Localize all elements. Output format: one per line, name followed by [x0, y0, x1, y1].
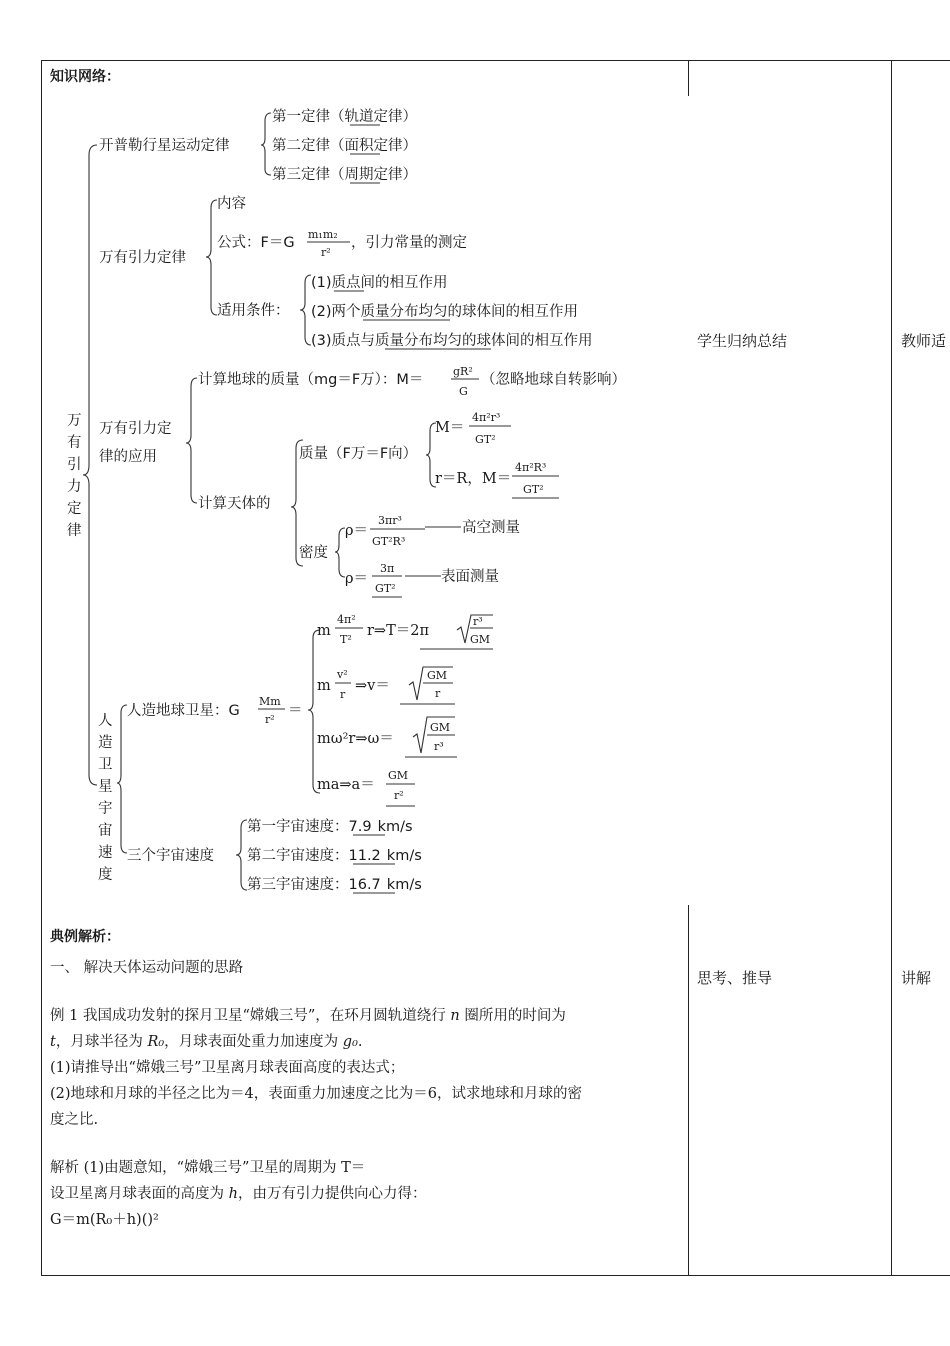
- earth-mass-text: 计算地球的质量（mg＝F万）：M＝: [198, 372, 424, 388]
- kepler-law-1: [272, 107, 417, 125]
- section-heading: 一、 解决天体运动问题的思路: [50, 960, 244, 976]
- diagram-text-part: (1): [311, 275, 332, 291]
- diagram-text-part: 7.9: [348, 819, 372, 835]
- application-title-1: 万有引力定: [99, 421, 172, 437]
- kepler-law-2: [272, 137, 417, 154]
- satellite-g-den: r²: [265, 713, 275, 726]
- diagram-text-part: km/s: [386, 877, 422, 893]
- satellite-g-num: Mm: [259, 695, 281, 708]
- table-col-divider-1b: [688, 905, 689, 1276]
- satellite-char: 速: [98, 845, 113, 861]
- mass-formula-2-num: 4π²R³: [515, 461, 547, 474]
- sat-formula-2-rden: r: [435, 687, 441, 700]
- gravitation-formula-num: m₁m₂: [308, 228, 338, 241]
- satellite-brace: [117, 705, 127, 853]
- mass-formula-1: M＝: [435, 420, 465, 436]
- gravitation-brace: [206, 200, 217, 315]
- density-formula-1: ρ＝: [345, 523, 369, 539]
- earth-mass-den: G: [459, 385, 468, 398]
- root-char: 定: [67, 501, 82, 517]
- satellite-char: 星: [98, 779, 113, 795]
- satellite-char: 人: [98, 713, 113, 729]
- diagram-text-part: 的球体间的相互作用: [447, 304, 579, 320]
- table-bottom-border: [41, 1275, 950, 1276]
- sat-formula-2-rnum: GM: [427, 669, 448, 682]
- gravitation-formula-den: r²: [321, 246, 331, 259]
- sat-formula-3-rnum: GM: [430, 721, 451, 734]
- satellite-label: 人造地球卫星：G: [127, 703, 240, 719]
- mass-formula-1-num: 4π²r³: [472, 411, 501, 424]
- cosmic-title: 三个宇宙速度: [127, 848, 214, 864]
- example-line-2: t，月球半径为 R₀，月球表面处重力加速度为 g₀.: [50, 1034, 363, 1050]
- mass-formula-2-den: GT²: [523, 483, 544, 496]
- diagram-text-part: 第一宇宙速度：: [247, 819, 349, 835]
- think-derive-note: 思考、推导: [697, 969, 773, 987]
- cosmic-v1: [247, 817, 413, 835]
- diagram-text-part: 11.2: [348, 848, 381, 864]
- cond-2: [311, 303, 578, 320]
- density-formula-2-tail: 表面测量: [441, 569, 499, 585]
- sat-formula-1-den: T²: [340, 633, 352, 646]
- question-1: (1)请推导出“嫦娥三号”卫星离月球表面高度的表达式；: [50, 1060, 405, 1076]
- sat-formula-3-a: mω²r⇒ω＝: [317, 731, 394, 747]
- diagram-text-part: 轨道: [344, 109, 374, 125]
- sat-formula-1-rden: GM: [470, 633, 491, 646]
- earth-mass-tail: （忽略地球自转影响）: [481, 372, 626, 388]
- sat-formula-2-den: r: [340, 688, 346, 701]
- gravitation-formula-tail: ，引力常量的测定: [351, 235, 467, 251]
- sat-formula-1-a: m: [317, 623, 331, 639]
- root-char: 律: [67, 523, 82, 539]
- gravitation-title: 万有引力定律: [99, 250, 186, 266]
- root-char: 引: [67, 457, 82, 473]
- mass-formula-1-den: GT²: [475, 433, 496, 446]
- sat-formula-4-den: r²: [394, 789, 404, 802]
- mass-formula-2: r＝R，M＝: [435, 471, 512, 487]
- satellite-formula-brace: [308, 630, 320, 793]
- density-formula-1-tail: 高空测量: [462, 520, 520, 536]
- table-top-border: [41, 60, 950, 61]
- root-brace: [83, 145, 97, 785]
- diagram-text-part: 第二定律（: [272, 138, 345, 154]
- diagram-text-part: km/s: [377, 819, 413, 835]
- satellite-char: 宇: [98, 801, 113, 817]
- density-formula-2: ρ＝: [345, 571, 369, 587]
- example-body: [50, 955, 686, 1233]
- diagram-text-part: 间的相互作用: [360, 275, 448, 291]
- cosmic-v3: [247, 875, 422, 893]
- gravitation-content: 内容: [217, 196, 246, 212]
- satellite-char: 造: [98, 735, 113, 751]
- diagram-text-part: (3)质点与: [311, 333, 376, 349]
- diagram-text-part: 质量分布均匀: [375, 333, 463, 349]
- question-2: (2)地球和月球的半径之比为＝4，表面重力加速度之比为＝6，试求地球和月球的密: [50, 1086, 582, 1102]
- diagram-text-part: 面积: [344, 138, 374, 154]
- application-brace: [186, 378, 197, 503]
- density-brace: [335, 528, 345, 577]
- kepler-law-3: [272, 166, 417, 183]
- diagram-text-part: 16.7: [348, 877, 381, 893]
- density-label: 密度: [299, 545, 328, 561]
- density-formula-1-den: GT²R³: [372, 535, 406, 548]
- teacher-summary-note: 教师适: [901, 332, 947, 350]
- satellite-char: 宙: [98, 823, 113, 839]
- diagram-text-part: 定律）: [373, 138, 417, 154]
- table-left-border: [41, 60, 42, 1276]
- density-formula-2-den: GT²: [375, 582, 396, 595]
- table-col-divider-1: [688, 60, 689, 96]
- diagram-text-part: 第三宇宙速度：: [247, 877, 349, 893]
- example-line-1: 例 1 我国成功发射的探月卫星“嫦娥三号”，在环月圆轨道绕行 n 圈所用的时间为: [50, 1008, 566, 1024]
- table-col-divider-2: [891, 60, 892, 1276]
- cond-brace: [300, 275, 311, 345]
- root-char: 有: [67, 435, 82, 451]
- kepler-title: 开普勒行星运动定律: [99, 138, 230, 154]
- diagram-text-part: km/s: [386, 848, 422, 864]
- sat-formula-2-a: m: [317, 678, 331, 694]
- satellite-char: 度: [98, 867, 113, 883]
- knowledge-network-heading: 知识网络：: [50, 69, 120, 85]
- student-summary-note: 学生归纳总结: [697, 332, 788, 350]
- solution-line-3: G＝m(R₀＋h)()²: [50, 1212, 159, 1228]
- root-label: [67, 413, 82, 539]
- diagram-text-part: 的球体间的相互作用: [462, 333, 593, 349]
- application-title-2: 律的应用: [99, 449, 157, 465]
- cond-1: [311, 273, 448, 291]
- solution-line-1: 解析 (1)由题意知，“嫦娥三号”卫星的周期为 T＝: [50, 1160, 366, 1176]
- cosmic-brace: [236, 820, 247, 890]
- satellite-vertical-label: [98, 712, 113, 883]
- density-formula-2-num: 3π: [380, 562, 395, 575]
- sat-formula-1-num: 4π²: [337, 613, 356, 626]
- diagram-text-part: 质点: [331, 275, 361, 291]
- diagram-text-part: 第二宇宙速度：: [247, 848, 349, 864]
- root-char: 力: [67, 479, 82, 495]
- gravitation-formula-label: 公式：F＝G: [217, 235, 295, 251]
- sat-formula-3-rden: r³: [434, 740, 444, 753]
- question-2-cont: 度之比.: [50, 1112, 99, 1128]
- satellite-eq: ＝: [288, 703, 303, 719]
- diagram-text-part: (2)两个: [311, 304, 361, 320]
- sat-formula-4-num: GM: [388, 769, 409, 782]
- kepler-brace: [261, 113, 271, 175]
- diagram-text-part: 定律）: [373, 109, 417, 125]
- earth-mass-num: gR²: [453, 365, 473, 378]
- explain-note: 讲解: [901, 969, 932, 987]
- diagram-text-part: 周期: [344, 167, 374, 183]
- root-char: 万: [67, 413, 82, 429]
- cond-3: [311, 331, 593, 349]
- diagram-text-part: 质量分布均匀: [360, 304, 448, 320]
- sat-formula-1-b: r⇒T＝2π: [367, 623, 430, 639]
- sat-formula-1-rnum: r³: [473, 615, 483, 628]
- sat-formula-2-b: ⇒v＝: [355, 678, 390, 694]
- examples-heading: 典例解析：: [50, 929, 120, 945]
- knowledge-network-diagram: [45, 95, 685, 905]
- diagram-text-part: 第一定律（: [272, 109, 345, 125]
- mass-label: 质量（F万＝F向）: [299, 446, 418, 462]
- gravitation-cond-label: 适用条件：: [217, 303, 290, 319]
- sat-formula-4-a: ma⇒a＝: [317, 777, 375, 793]
- celestial-label: 计算天体的: [198, 496, 271, 512]
- sat-formula-2-num: v²: [337, 668, 348, 681]
- satellite-char: 卫: [98, 757, 113, 773]
- density-formula-1-num: 3πr³: [378, 514, 402, 527]
- solution-line-2: 设卫星离月球表面的高度为 h，由万有引力提供向心力得：: [50, 1186, 427, 1202]
- cosmic-v2: [247, 846, 422, 864]
- diagram-text-part: 定律）: [373, 167, 417, 183]
- diagram-text-part: 第三定律（: [272, 167, 345, 183]
